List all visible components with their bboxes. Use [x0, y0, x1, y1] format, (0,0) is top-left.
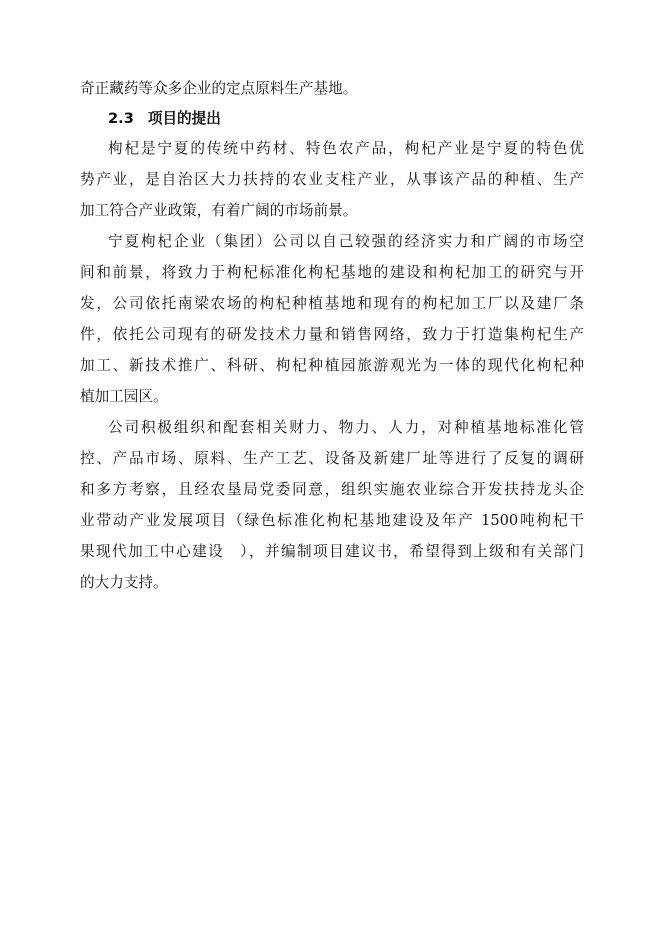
paragraph-3-line-5: 果现代加工中心建设 ），并编制项目建议书，希望得到上级和有关部门 [80, 543, 584, 560]
section-heading [108, 105, 221, 133]
paragraph-3-line-4: 业带动产业发展项目（绿色标准化枸杞基地建设及年产 1500吨枸杞干 [80, 512, 584, 529]
paragraph-3-line-2: 控、产品市场、原料、生产工艺、设备及新建厂址等进行了反复的调研 [80, 450, 584, 467]
paragraph-2-line-4: 件，依托公司现有的研发技术力量和销售网络，致力于打造集枸杞生产 [80, 326, 584, 343]
paragraph-2-line-5: 加工、新技术推广、科研、枸杞种植园旅游观光为一体的现代化枸杞种 [80, 357, 584, 374]
intro-text-line: 奇正藏药等众多企业的定点原料生产基地。 [80, 80, 358, 97]
paragraph-3-line-1: 公司积极组织和配套相关财力、物力、人力，对种植基地标准化管 [108, 419, 584, 436]
section-title: 项目的提出 [147, 110, 221, 127]
paragraph-2-line-6: 植加工园区。 [80, 388, 168, 405]
section-number: 2.3 [108, 110, 134, 127]
paragraph-1-line-2: 势产业，是自治区大力扶持的农业支柱产业，从事该产品的种植、生产 [80, 171, 584, 188]
paragraph-2-line-2: 间和前景，将致力于枸杞标准化枸杞基地的建设和枸杞加工的研究与开 [80, 264, 584, 281]
paragraph-2-line-3: 发，公司依托南梁农场的枸杞种植基地和现有的枸杞加工厂以及建厂条 [80, 295, 584, 312]
paragraph-1-line-1: 枸杞是宁夏的传统中药材、特色农产品，枸杞产业是宁夏的特色优 [108, 140, 584, 157]
paragraph-1-line-3: 加工符合产业政策，有着广阔的市场前景。 [80, 202, 358, 219]
paragraph-3-line-3: 和多方考察，且经农垦局党委同意，组织实施农业综合开发扶持龙头企 [80, 481, 584, 498]
paragraph-2-line-1: 宁夏枸杞企业（集团）公司以自己较强的经济实力和广阔的市场空 [108, 233, 584, 250]
paragraph-3-line-6: 的大力支持。 [80, 574, 168, 591]
